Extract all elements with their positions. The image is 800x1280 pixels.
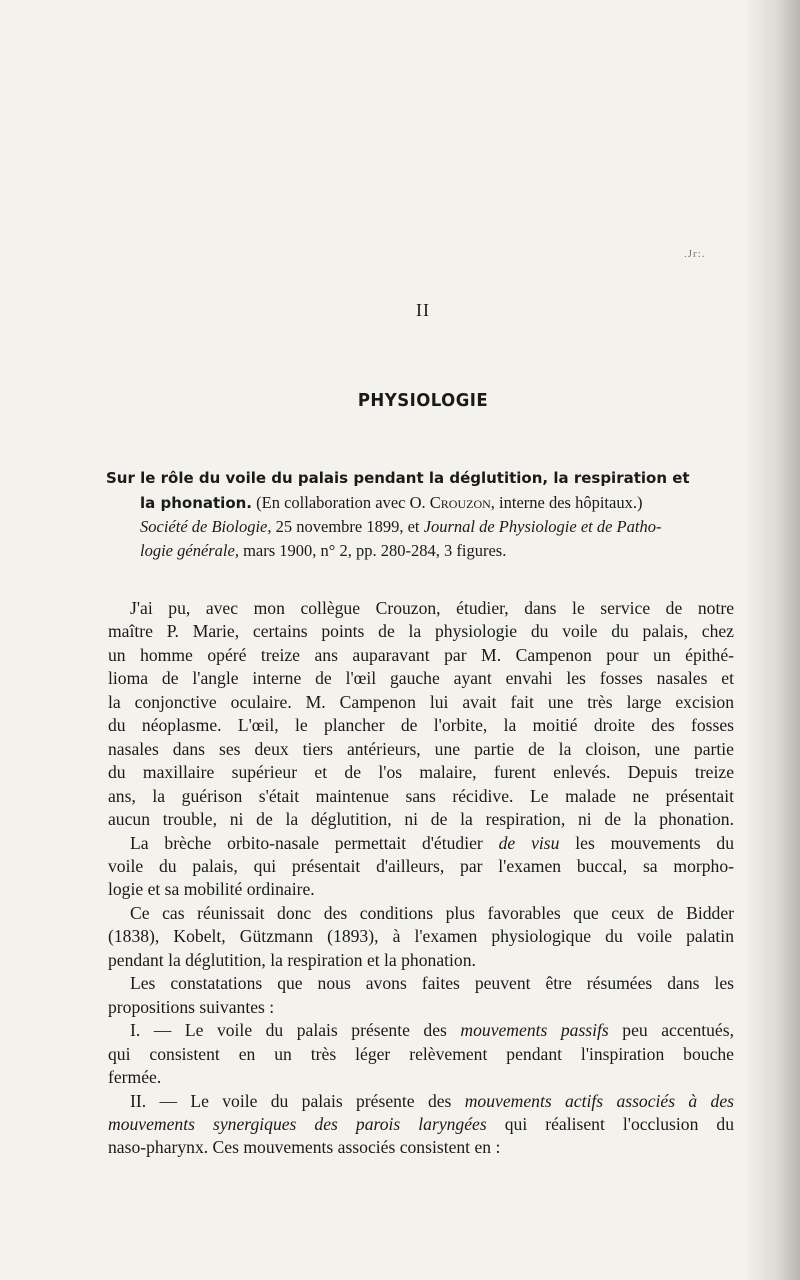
text-line: Ce cas réunissait donc des conditions plus favorables que ceux de Bidder: [130, 902, 734, 923]
text-run: La brèche orbito-nasale permettait d'étudier: [130, 832, 499, 853]
section-title: PHYSIOLOGIE: [357, 390, 489, 411]
text-line: [108, 1019, 734, 1042]
italic-run: mouvements passifs: [460, 1020, 609, 1041]
text-line: du néoplasme. L'œil, le plancher de l'orbite, la moitié droite des fosses: [108, 715, 734, 736]
text-line: (1838), Kobelt, Gützmann (1893), à l'examen physiologique du voile palatin: [108, 926, 734, 947]
date-text: 25 novembre 1899, et: [271, 517, 424, 536]
collab-text: (En collaboration avec O.: [252, 492, 430, 512]
text-line: un homme opéré treize ans auparavant par M. Campenon pour un épithé-: [108, 644, 734, 665]
text-run: les mouvements du: [559, 832, 734, 853]
text-run: I. — Le voile du palais présente des: [130, 1020, 461, 1041]
italic-run: mouvements synergiques des parois laryngées: [108, 1113, 487, 1134]
entry-title-cont: la phonation.: [140, 493, 253, 512]
italic-run: de visu: [498, 832, 560, 853]
journal-name-cont: logie générale,: [140, 540, 239, 560]
citation-details: mars 1900, n° 2, pp. 280-284, 3 figures.: [238, 540, 507, 560]
entry-title: Sur le rôle du voile du palais pendant la déglutition, la respiration et: [106, 469, 690, 487]
text-line: naso-pharynx. Ces mouvements associés consistent en :: [108, 1137, 501, 1158]
text-line: fermée.: [108, 1067, 162, 1088]
stamp-mark: .Jr:.: [684, 248, 706, 260]
text-line: logie et sa mobilité ordinaire.: [108, 879, 315, 900]
body-text: [108, 597, 734, 1160]
text-line: [108, 1113, 734, 1136]
italic-run: mouvements actifs associés à des: [464, 1090, 734, 1111]
bibliographic-entry: [106, 466, 736, 562]
journal-name: Journal de Physiologie et de Patho-: [423, 517, 662, 536]
collab-role: , interne des hôpitaux.): [490, 492, 643, 512]
text-line: Les constatations que nous avons faites peuvent être résumées dans les: [130, 973, 734, 994]
text-line: pendant la déglutition, la respiration et la phonation.: [108, 949, 476, 970]
text-run: II. — Le voile du palais présente des: [130, 1090, 465, 1111]
text-line: nasales dans ses deux tiers antérieurs, une partie de la cloison, une partie: [108, 738, 734, 759]
text-line: lioma de l'angle interne de l'œil gauche ayant envahi les fosses nasales et: [108, 668, 734, 689]
text-line: J'ai pu, avec mon collègue Crouzon, étudier, dans le service de notre: [130, 598, 734, 618]
collab-name: Crouzon: [429, 492, 491, 512]
text-line: maître P. Marie, certains points de la physiologie du voile du palais, chez: [108, 621, 734, 642]
text-line: du maxillaire supérieur et de l'os malaire, furent enlevés. Depuis treize: [108, 762, 734, 783]
text-line: aucun trouble, ni de la déglutition, ni de la respiration, ni de la phonation.: [108, 809, 734, 830]
text-line: qui consistent en un très léger relèvement pendant l'inspiration bouche: [108, 1043, 734, 1064]
text-run: peu accentués,: [608, 1020, 734, 1041]
text-line: [108, 1090, 734, 1113]
text-line: ans, la guérison s'était maintenue sans récidive. Le malade ne présentait: [108, 785, 734, 806]
text-line: propositions suivantes :: [108, 996, 275, 1017]
text-run: qui réalisent l'occlusion du: [486, 1113, 734, 1134]
text-line: voile du palais, qui présentait d'ailleurs, par l'examen buccal, sa morpho-: [108, 855, 734, 876]
society-name: Société de Biologie,: [140, 517, 272, 536]
text-line: la conjonctive oculaire. M. Campenon lui avait fait une très large excision: [108, 691, 734, 712]
text-line: [108, 832, 734, 855]
section-number: II: [416, 300, 430, 320]
